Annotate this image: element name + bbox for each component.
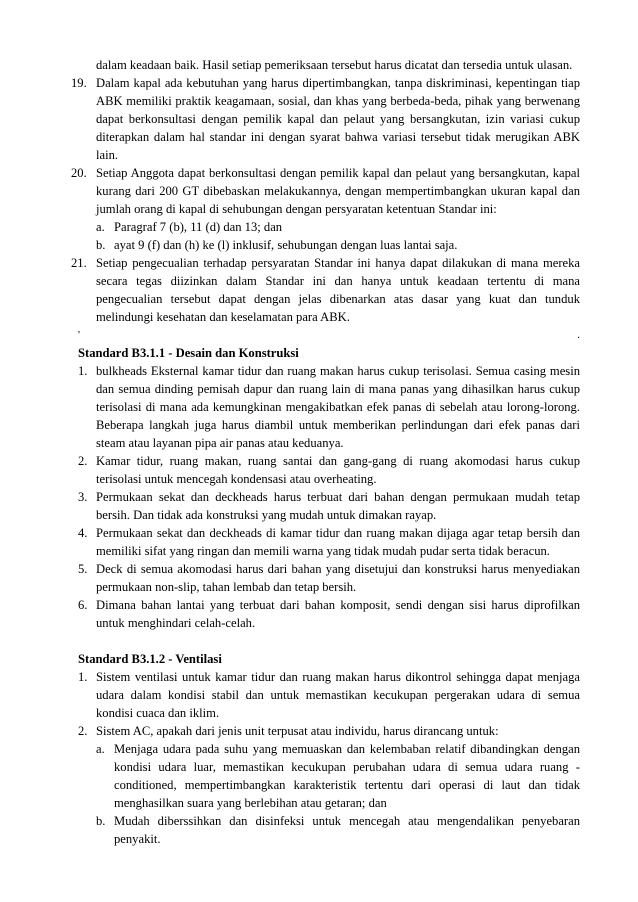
sub-item-text: Menjaga udara pada suhu yang memuaskan dan kelembaban relatif dibandingkan dengan kondisi udara luar, memastikan kecukupan perubahan udara di semua udara ruang - conditioned, mempertimbangkan karakteristik tertentu dari operasi di laut dan tidak menghasilkan suara yang berlebihan atau getaran; dan [114,742,580,810]
item-text: Sistem ventilasi untuk kamar tidur dan ruang makan harus dikontrol sehingga dapat menjaga udara dalam kondisi stabil dan untuk memastikan kecukupan pergerakan udara di semua kondisi cuaca dan iklim. [96,670,580,720]
list-item [78,362,580,452]
stray-mark-left: ' [78,329,80,341]
sub-item-label: b. [96,814,106,828]
item-text: Setiap Anggota dapat berkonsultasi dengan pemilik kapal dan pelaut yang bersangkutan, kapal kurang dari 200 GT dibebaskan melakukannya, dengan mempertimbangkan ukuran kapal dan jumlah orang di kapal di sehubungan dengan persyaratan ketentuan Standar ini: [96,166,580,216]
list-item-20 [71,164,580,218]
item-number: 19. [71,76,87,90]
item-text: Sistem AC, apakah dari jenis unit terpusat atau individu, harus dirancang untuk: [96,724,499,738]
list-item [78,722,580,740]
list-item [78,596,580,632]
item-text: Dimana bahan lantai yang terbuat dari bahan komposit, sendi dengan sisi harus diprofilkan untuk menghindari celah-celah. [96,598,580,630]
list-item [78,668,580,722]
item-text: Deck di semua akomodasi harus dari bahan yang disetujui dan konstruksi harus menyediakan permukaan non-slip, tahan lembab dan tetap bersih. [96,562,580,594]
sub-item-text: Mudah diberssihkan dan disinfeksi untuk mencegah atau mengendalikan penyebaran penyakit. [114,814,580,846]
intro-continuation: dalam keadaan baik. Hasil setiap pemeriksaan tersebut harus dicatat dan tersedia untuk ulasan. [96,58,573,72]
item-number: 1. [78,364,88,378]
list-item-21 [71,254,580,326]
item-number: 4. [78,526,88,540]
sub-item-label: b. [96,238,106,252]
list-item [78,488,580,524]
sub-item-label: a. [96,742,105,756]
section-b311-list [78,362,580,632]
item-number: 21. [71,256,87,270]
item-text: Kamar tidur, ruang makan, ruang santai dan gang-gang di ruang akomodasi harus cukup terisolasi untuk mencegah kondensasi atau overheating. [96,454,580,486]
sub-item-text: Paragraf 7 (b), 11 (d) dan 13; dan [114,220,283,234]
item-number: 5. [78,562,88,576]
sub-item-text: ayat 9 (f) dan (h) ke (l) inklusif, sehubungan dengan luas lantai saja. [114,238,458,252]
section-heading-b311: Standard B3.1.1 - Desain dan Konstruksi [78,346,299,360]
item-text: Dalam kapal ada kebutuhan yang harus dipertimbangkan, tanpa diskriminasi, kepentingan tiap ABK memiliki praktik keagamaan, sosial, dan khas yang berbeda-beda, pihak yang berwenang dapat berkonsultasi dengan pemilik kapal dan pelaut yang bersangkutan, izin variasi cukup diterapkan dalam hal standar ini dengan syarat bahwa variasi tersebut tidak merugikan ABK lain. [96,76,580,162]
sub-item-20b [78,236,580,254]
item-number: 20. [71,166,87,180]
stray-marks [78,326,580,344]
section-spacer [78,632,580,650]
section-heading-b312: Standard B3.1.2 - Ventilasi [78,652,222,666]
item-number: 2. [78,454,88,468]
list-item-19 [71,74,580,164]
item-text: bulkheads Eksternal kamar tidur dan ruang makan harus cukup terisolasi. Semua casing mesin dan semua dinding pemisah dapur dan ruang lain di mana panas yang dihasilkan harus cukup terisolasi di mana ada kemungkinan mengakibatkan efek panas di sebelah atau lorong-lorong. Beberapa langkah juga harus diambil untuk memberikan perlindungan dari efek panas dari steam atau layanan pipa air panas atau keduanya. [96,364,580,450]
item-number: 3. [78,490,88,504]
list-item [78,524,580,560]
sub-item-2a [78,740,580,812]
section-b312-list [78,668,580,848]
sub-item-label: a. [96,220,105,234]
stray-mark-right: . [577,329,580,341]
list-item [78,452,580,488]
item-text: Setiap pengecualian terhadap persyaratan Standar ini hanya dapat dilakukan di mana mereka secara tegas diizinkan dalam Standar ini dan hanya untuk keadaan tertentu di mana pengecualian tersebut dapat dengan jelas dibenarkan atas dasar yang kuat dan tunduk melindungi kesehatan dan keselamatan para ABK. [96,256,580,324]
item-text: Permukaan sekat dan deckheads di kamar tidur dan ruang makan dijaga agar tetap bersih dan memiliki sifat yang ringan dan memili warna yang tidak mudah pudar serta tidak beracun. [96,526,580,558]
sub-item-2b [78,812,580,848]
item-number: 1. [78,670,88,684]
item-number: 2. [78,724,88,738]
item-text: Permukaan sekat dan deckheads harus terbuat dari bahan dengan permukaan mudah tetap bersih. Dan tidak ada konstruksi yang mudah untuk dimakan rayap. [96,490,580,522]
item-number: 6. [78,598,88,612]
list-item [78,560,580,596]
sub-item-20a [78,218,580,236]
